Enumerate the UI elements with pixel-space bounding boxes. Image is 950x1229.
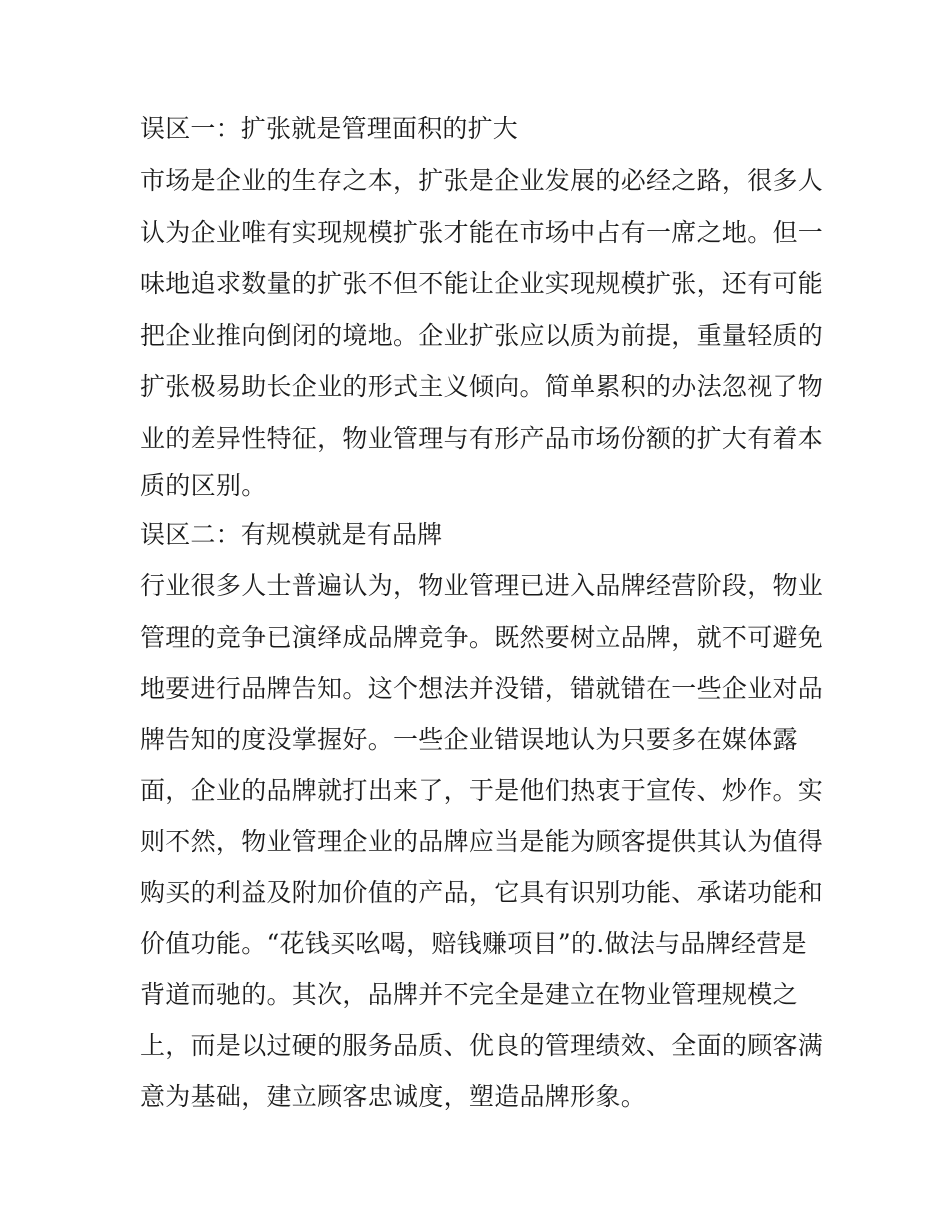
section2-line-1: 行业很多人士普遍认为，物业管理已进入品牌经营阶段，物业 [140,571,824,600]
section1-line-3: 味地追求数量的扩张不但不能让企业实现规模扩张，还有可能 [140,269,824,298]
section1-line-7: 质的区别。 [140,471,267,500]
section2-line-8: 价值功能。“花钱买吆喝，赔钱赚项目”的.做法与品牌经营是 [140,929,807,958]
section2-heading: 误区二：有规模就是有品牌 [140,520,443,549]
section2-line-3: 地要进行品牌告知。这个想法并没错，错就错在一些企业对品 [140,674,824,703]
section1-line-5: 扩张极易助长企业的形式主义倾向。简单累积的办法忽视了物 [140,372,824,401]
section2-line-10: 上，而是以过硬的服务品质、优良的管理绩效、全面的顾客满 [140,1031,824,1060]
section1-heading: 误区一：扩张就是管理面积的扩大 [140,114,519,143]
section1-line-1: 市场是企业的生存之本，扩张是企业发展的必经之路，很多人 [140,166,824,195]
section2-line-11: 意为基础，建立顾客忠诚度，塑造品牌形象。 [140,1082,647,1111]
section2-line-4: 牌告知的度没掌握好。一些企业错误地认为只要多在媒体露 [140,725,798,754]
section1-line-2: 认为企业唯有实现规模扩张才能在市场中占有一席之地。但一 [140,218,824,247]
section2-line-6: 则不然，物业管理企业的品牌应当是能为顾客提供其认为值得 [140,827,824,856]
section2-line-7: 购买的利益及附加价值的产品，它具有识别功能、承诺功能和 [140,878,824,907]
section2-line-5: 面，企业的品牌就打出来了，于是他们热衷于宣传、炒作。实 [140,776,824,805]
section1-line-6: 业的差异性特征，物业管理与有形产品市场份额的扩大有着本 [140,424,824,453]
section2-line-2: 管理的竞争已演绎成品牌竞争。既然要树立品牌，就不可避免 [140,623,824,652]
section2-line-9: 背道而驰的。其次，品牌并不完全是建立在物业管理规模之 [140,980,798,1009]
section1-line-4: 把企业推向倒闭的境地。企业扩张应以质为前提，重量轻质的 [140,321,824,350]
